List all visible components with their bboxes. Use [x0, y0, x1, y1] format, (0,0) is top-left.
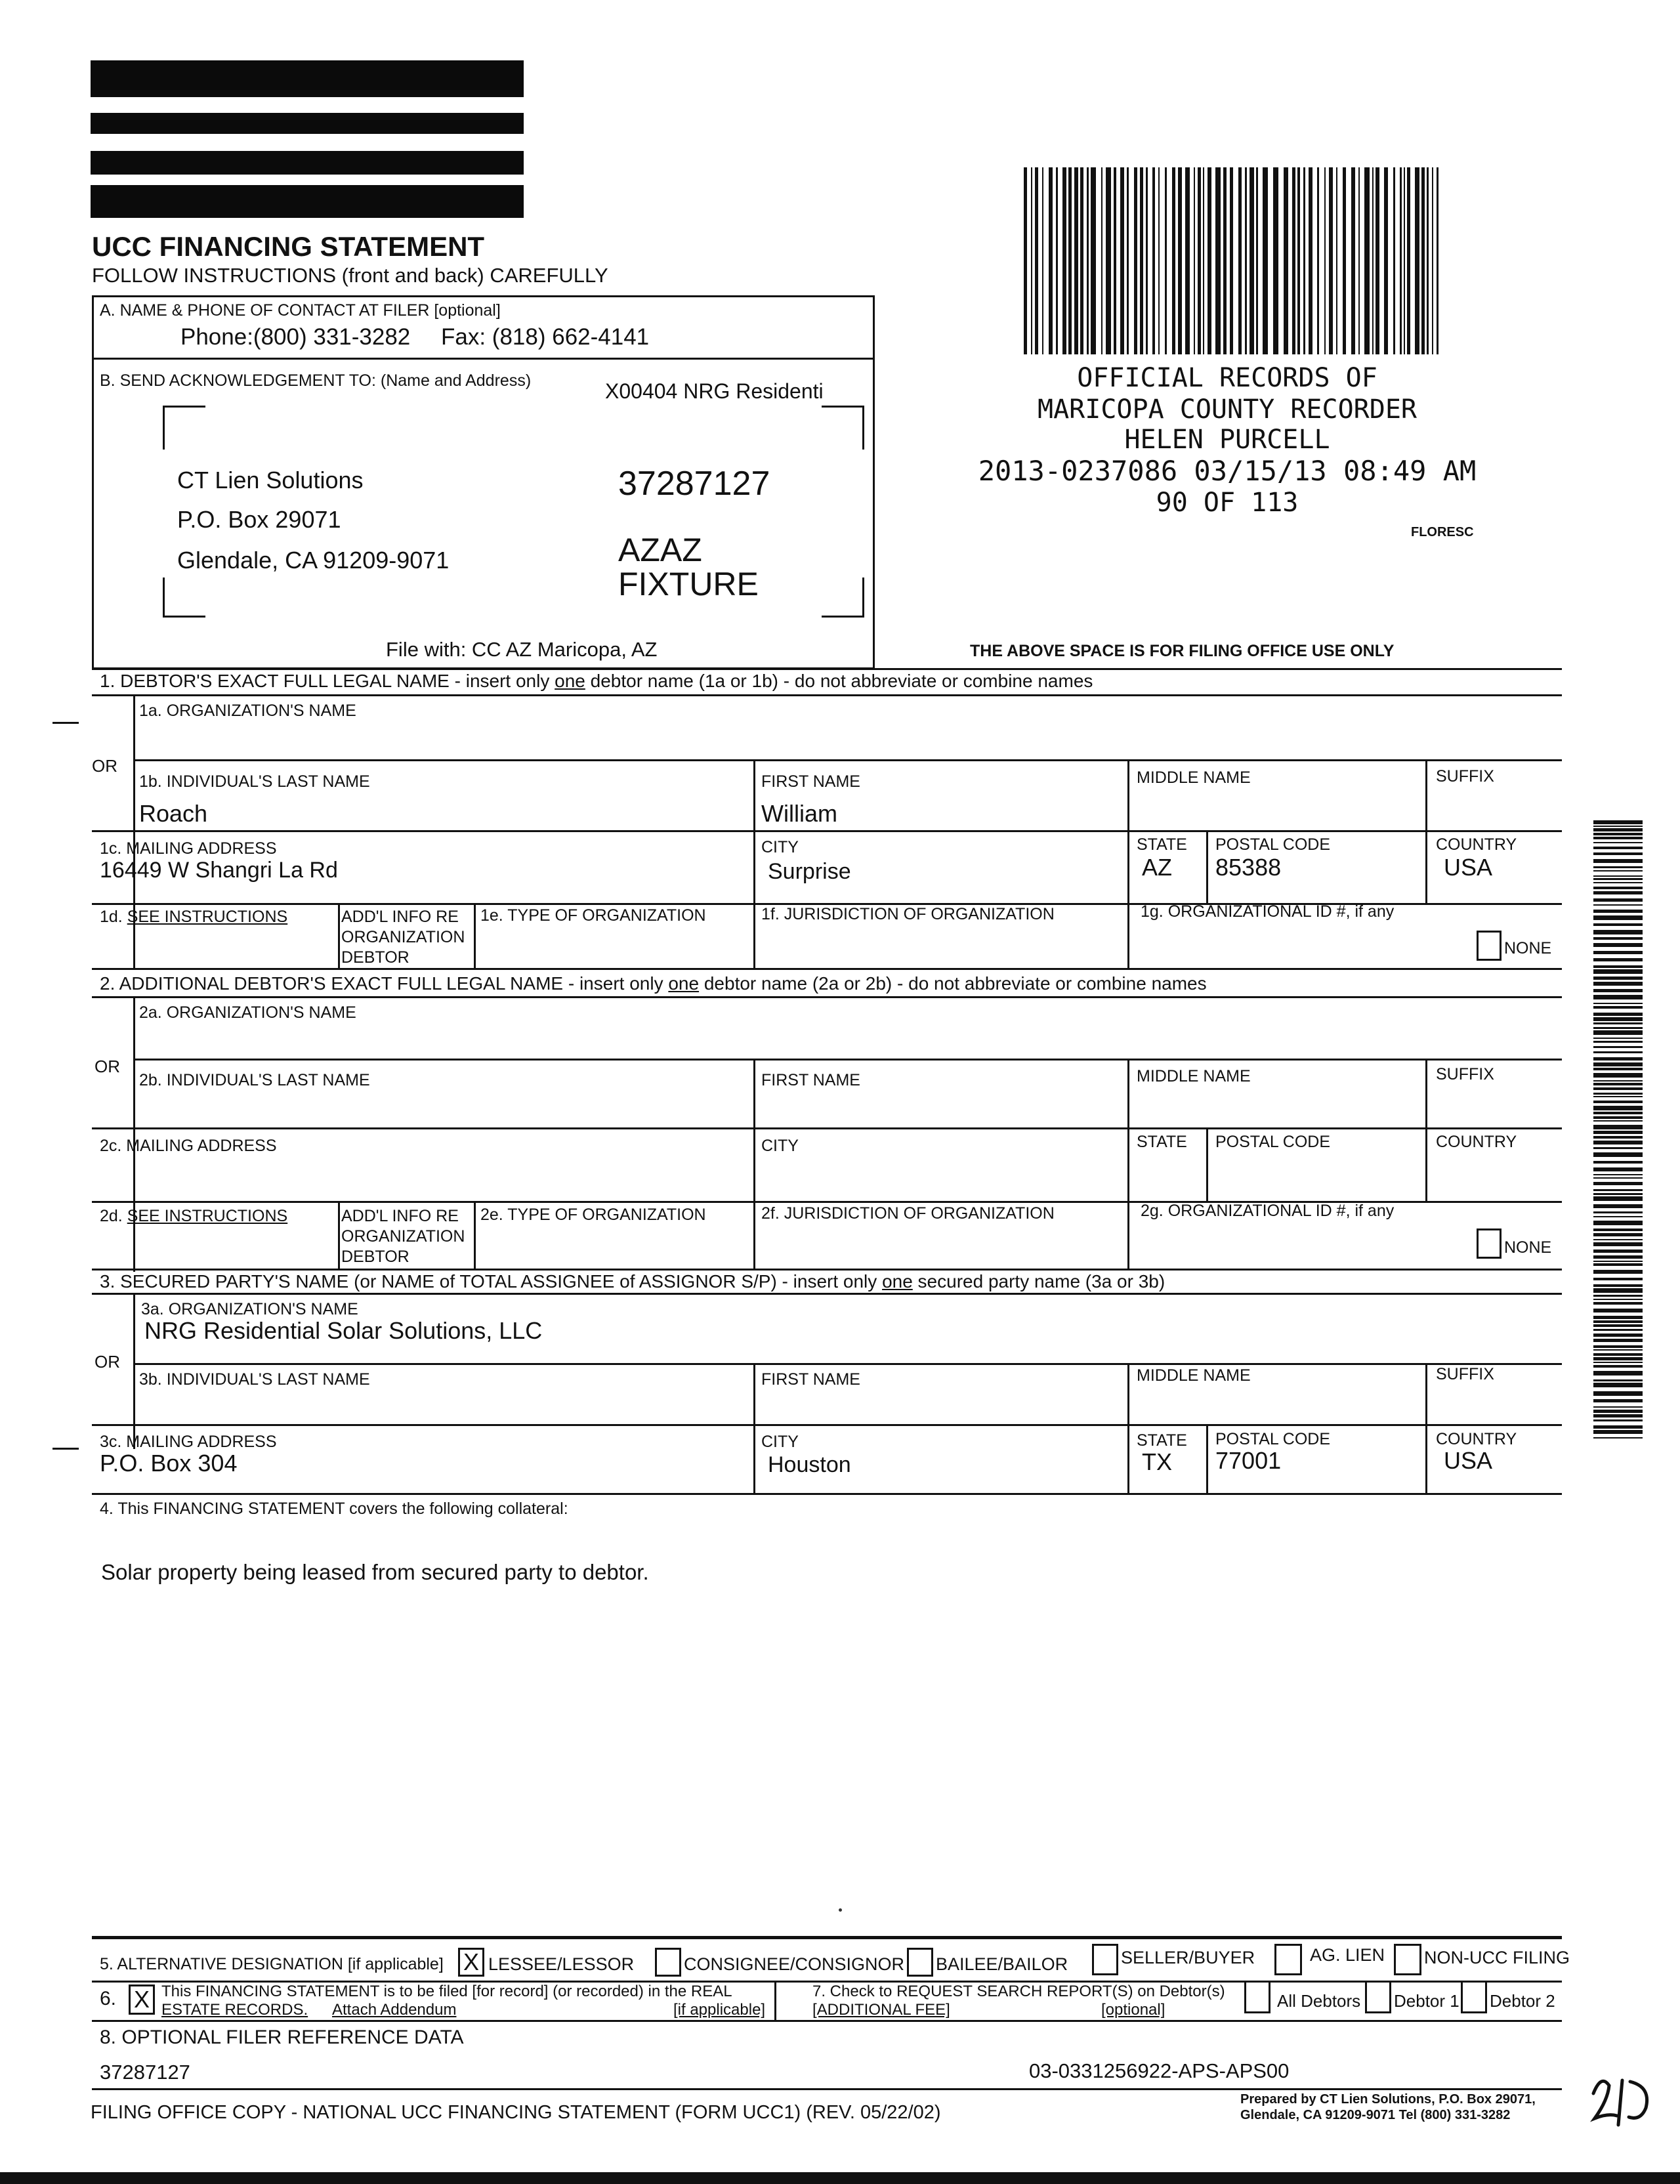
or-label: OR: [92, 756, 117, 776]
debtor-mailing-address: 16449 W Shangri La Rd: [100, 858, 338, 883]
addl-debtor-last-name-label: 2b. INDIVIDUAL'S LAST NAME: [139, 1071, 370, 1089]
debtor2-checkbox[interactable]: [1461, 1981, 1487, 2013]
real-estate-text-line2a: ESTATE RECORDS.: [161, 2001, 308, 2019]
real-estate-text-line2c: [if applicable]: [673, 2001, 766, 2019]
debtor-see-instructions: 1d. SEE INSTRUCTIONS: [100, 908, 288, 926]
addl-debtor-jurisdiction-label: 2f. JURISDICTION OF ORGANIZATION: [761, 1204, 1055, 1223]
addl-debtor-addl-info-label: ADD'L INFO RE ORGANIZATION DEBTOR: [341, 1207, 465, 1266]
debtor2-label: Debtor 2: [1490, 1991, 1555, 2011]
debtor-first-name: William: [761, 800, 837, 827]
ag-lien-label: AG. LIEN: [1310, 1945, 1385, 1965]
search-report-text-line1: 7. Check to REQUEST SEARCH REPORT(S) on Debtor(s): [812, 1983, 1225, 2000]
ack-name: CT Lien Solutions: [177, 467, 364, 494]
ack-ref-code: X00404 NRG Residenti: [605, 379, 824, 403]
form-footer: FILING OFFICE COPY - NATIONAL UCC FINANCING STATEMENT (FORM UCC1) (REV. 05/22/02): [91, 2102, 941, 2123]
lessee-lessor-checkbox[interactable]: X: [458, 1948, 484, 1977]
or-label: OR: [94, 1057, 120, 1076]
secured-state-label: STATE: [1137, 1431, 1187, 1450]
ack-type-line2: FIXTURE: [618, 566, 759, 602]
debtor-mailing-label: 1c. MAILING ADDRESS: [100, 839, 277, 858]
seller-buyer-checkbox[interactable]: [1092, 1944, 1118, 1975]
addl-debtor-none-label: NONE: [1504, 1238, 1552, 1257]
filer-reference-code: 03-0331256922-APS-APS00: [1029, 2059, 1290, 2082]
all-debtors-label: All Debtors: [1277, 1991, 1361, 2011]
addl-debtor-org-id-label: 2g. ORGANIZATIONAL ID #, if any: [1141, 1202, 1395, 1220]
section3-heading: 3. SECURED PARTY'S NAME (or NAME of TOTAL ASSIGNEE of ASSIGNOR S/P) - insert only one secured party name (3a or 3b): [100, 1271, 1166, 1292]
ack-number: 37287127: [618, 465, 770, 503]
address-corner-bracket: [163, 406, 205, 450]
secured-suffix-label: SUFFIX: [1436, 1365, 1494, 1383]
address-corner-bracket: [822, 406, 864, 450]
redaction-bar: [91, 60, 524, 97]
consignee-consignor-label: CONSIGNEE/CONSIGNOR: [684, 1954, 905, 1974]
block-a-label: A. NAME & PHONE OF CONTACT AT FILER [optional]: [100, 301, 501, 320]
secured-city: Houston: [768, 1452, 851, 1477]
secured-mailing-address: P.O. Box 304: [100, 1450, 238, 1477]
debtor-country-label: COUNTRY: [1436, 835, 1517, 854]
bailee-bailor-label: BAILEE/BAILOR: [936, 1954, 1068, 1974]
addl-debtor-see-instructions: 2d. SEE INSTRUCTIONS: [100, 1207, 288, 1225]
search-report-text-line2a: [ADDITIONAL FEE]: [812, 2001, 950, 2019]
margin-mark: [52, 1448, 79, 1450]
secured-middle-name-label: MIDDLE NAME: [1137, 1366, 1251, 1385]
secured-postal-code: 77001: [1215, 1447, 1282, 1474]
block-b-label: B. SEND ACKNOWLEDGEMENT TO: (Name and Address): [100, 371, 532, 390]
bailee-bailor-checkbox[interactable]: [907, 1948, 933, 1977]
real-estate-text-line2b: Attach Addendum: [332, 2001, 457, 2019]
non-ucc-filing-label: NON-UCC FILING: [1424, 1948, 1570, 1967]
debtor-none-label: NONE: [1504, 939, 1552, 957]
debtor-none-checkbox[interactable]: [1477, 931, 1502, 961]
addl-debtor-state-label: STATE: [1137, 1133, 1187, 1151]
debtor-state-label: STATE: [1137, 835, 1187, 854]
debtor1-label: Debtor 1: [1394, 1991, 1460, 2011]
search-report-text-line2b: [optional]: [1101, 2001, 1166, 2019]
addl-debtor-country-label: COUNTRY: [1436, 1133, 1517, 1151]
filer-reference-number: 37287127: [100, 2061, 190, 2084]
filer-phone: Phone:(800) 331-3282: [180, 324, 411, 350]
form-title: UCC FINANCING STATEMENT: [92, 231, 485, 262]
debtor-middle-name-label: MIDDLE NAME: [1137, 768, 1251, 787]
secured-country: USA: [1444, 1447, 1493, 1474]
secured-state: TX: [1142, 1448, 1173, 1475]
debtor-state: AZ: [1142, 854, 1173, 881]
consignee-consignor-checkbox[interactable]: [655, 1948, 681, 1977]
debtor-addl-info-label: ADD'L INFO RE ORGANIZATION DEBTOR: [341, 908, 465, 967]
debtor-suffix-label: SUFFIX: [1436, 767, 1494, 786]
ag-lien-checkbox[interactable]: [1274, 1944, 1302, 1975]
addl-debtor-none-checkbox[interactable]: [1477, 1228, 1502, 1259]
address-corner-bracket: [822, 578, 864, 618]
prepared-by-line1: Prepared by CT Lien Solutions, P.O. Box 29071,: [1240, 2092, 1536, 2107]
recording-barcode: [1024, 167, 1444, 354]
addl-debtor-org-type-label: 2e. TYPE OF ORGANIZATION: [480, 1206, 706, 1224]
recorder-stamp-line1: OFFICIAL RECORDS OF: [1077, 363, 1377, 393]
recorder-stamp-line5: 90 OF 113: [1156, 488, 1299, 518]
addl-debtor-city-label: CITY: [761, 1137, 799, 1155]
debtor-country: USA: [1444, 854, 1493, 881]
secured-first-name-label: FIRST NAME: [761, 1370, 860, 1389]
recorder-stamp-line4: 2013-0237086 03/15/13 08:49 AM: [978, 455, 1477, 487]
collateral-description: Solar property being leased from secured party to debtor.: [101, 1560, 649, 1584]
section2-heading: 2. ADDITIONAL DEBTOR'S EXACT FULL LEGAL NAME - insert only one debtor name (2a or 2b) - do not abbreviate or combine names: [100, 973, 1207, 994]
real-estate-records-checkbox[interactable]: X: [129, 1984, 155, 2015]
secured-org-name-label: 3a. ORGANIZATION'S NAME: [141, 1300, 358, 1318]
redaction-bar: [91, 185, 524, 218]
addl-debtor-suffix-label: SUFFIX: [1436, 1065, 1494, 1083]
prepared-by-line2: Glendale, CA 91209-9071 Tel (800) 331-3282: [1240, 2108, 1511, 2122]
filing-office-use-note: THE ABOVE SPACE IS FOR FILING OFFICE USE ONLY: [970, 642, 1395, 660]
margin-mark: [52, 722, 79, 724]
secured-mailing-label: 3c. MAILING ADDRESS: [100, 1433, 277, 1451]
debtor-org-type-label: 1e. TYPE OF ORGANIZATION: [480, 906, 706, 925]
debtor1-checkbox[interactable]: [1365, 1981, 1391, 2013]
debtor-last-name: Roach: [139, 800, 208, 827]
secured-last-name-label: 3b. INDIVIDUAL'S LAST NAME: [139, 1370, 370, 1389]
page-bottom-border: [0, 2172, 1680, 2184]
secured-postal-label: POSTAL CODE: [1215, 1430, 1331, 1448]
collateral-label: 4. This FINANCING STATEMENT covers the following collateral:: [100, 1500, 568, 1518]
real-estate-text-line1: This FINANCING STATEMENT is to be filed [for record] (or recorded) in the REAL: [161, 1983, 732, 2000]
recorder-stamp-line2: MARICOPA COUNTY RECORDER: [1038, 394, 1417, 425]
addl-debtor-org-name-label: 2a. ORGANIZATION'S NAME: [139, 1003, 356, 1022]
addl-debtor-first-name-label: FIRST NAME: [761, 1071, 860, 1089]
ack-address-line2: Glendale, CA 91209-9071: [177, 547, 450, 574]
debtor-jurisdiction-label: 1f. JURISDICTION OF ORGANIZATION: [761, 905, 1055, 923]
debtor-first-name-label: FIRST NAME: [761, 772, 860, 791]
debtor-postal-code: 85388: [1215, 854, 1282, 881]
debtor-city-label: CITY: [761, 838, 799, 856]
debtor-org-name-label: 1a. ORGANIZATION'S NAME: [139, 702, 356, 720]
or-label: OR: [94, 1352, 120, 1372]
recorder-clerk: FLORESC: [1411, 525, 1474, 539]
redaction-bar: [91, 151, 524, 175]
side-barcode: [1593, 820, 1643, 1444]
redaction-bar: [91, 113, 524, 134]
debtor-postal-label: POSTAL CODE: [1215, 835, 1331, 854]
all-debtors-checkbox[interactable]: [1244, 1981, 1270, 2013]
form-subtitle: FOLLOW INSTRUCTIONS (front and back) CAREFULLY: [92, 264, 608, 287]
address-corner-bracket: [163, 578, 205, 618]
debtor-org-id-label: 1g. ORGANIZATIONAL ID #, if any: [1141, 902, 1395, 921]
handwritten-page-mark: [1588, 2067, 1654, 2139]
real-estate-number: 6.: [100, 1988, 117, 2009]
ack-address-line1: P.O. Box 29071: [177, 506, 341, 533]
section1-heading: 1. DEBTOR'S EXACT FULL LEGAL NAME - insert only one debtor name (1a or 1b) - do not abbreviate or combine names: [100, 671, 1093, 691]
non-ucc-filing-checkbox[interactable]: [1394, 1944, 1421, 1975]
debtor-city: Surprise: [768, 859, 851, 884]
stray-dot: [839, 1908, 842, 1912]
lessee-lessor-label: LESSEE/LESSOR: [488, 1954, 635, 1974]
addl-debtor-middle-name-label: MIDDLE NAME: [1137, 1067, 1251, 1085]
debtor-last-name-label: 1b. INDIVIDUAL'S LAST NAME: [139, 772, 370, 791]
addl-debtor-postal-label: POSTAL CODE: [1215, 1133, 1331, 1151]
secured-country-label: COUNTRY: [1436, 1430, 1517, 1448]
secured-city-label: CITY: [761, 1433, 799, 1451]
alt-designation-label: 5. ALTERNATIVE DESIGNATION [if applicable]: [100, 1955, 444, 1973]
filer-fax: Fax: (818) 662-4141: [441, 324, 650, 350]
secured-org-name: NRG Residential Solar Solutions, LLC: [144, 1317, 543, 1344]
recorder-stamp-line3: HELEN PURCELL: [1124, 425, 1330, 455]
ack-type-line1: AZAZ: [618, 532, 702, 568]
filer-reference-label: 8. OPTIONAL FILER REFERENCE DATA: [100, 2026, 464, 2048]
seller-buyer-label: SELLER/BUYER: [1121, 1948, 1255, 1967]
file-with: File with: CC AZ Maricopa, AZ: [386, 638, 658, 661]
addl-debtor-mailing-label: 2c. MAILING ADDRESS: [100, 1137, 277, 1155]
